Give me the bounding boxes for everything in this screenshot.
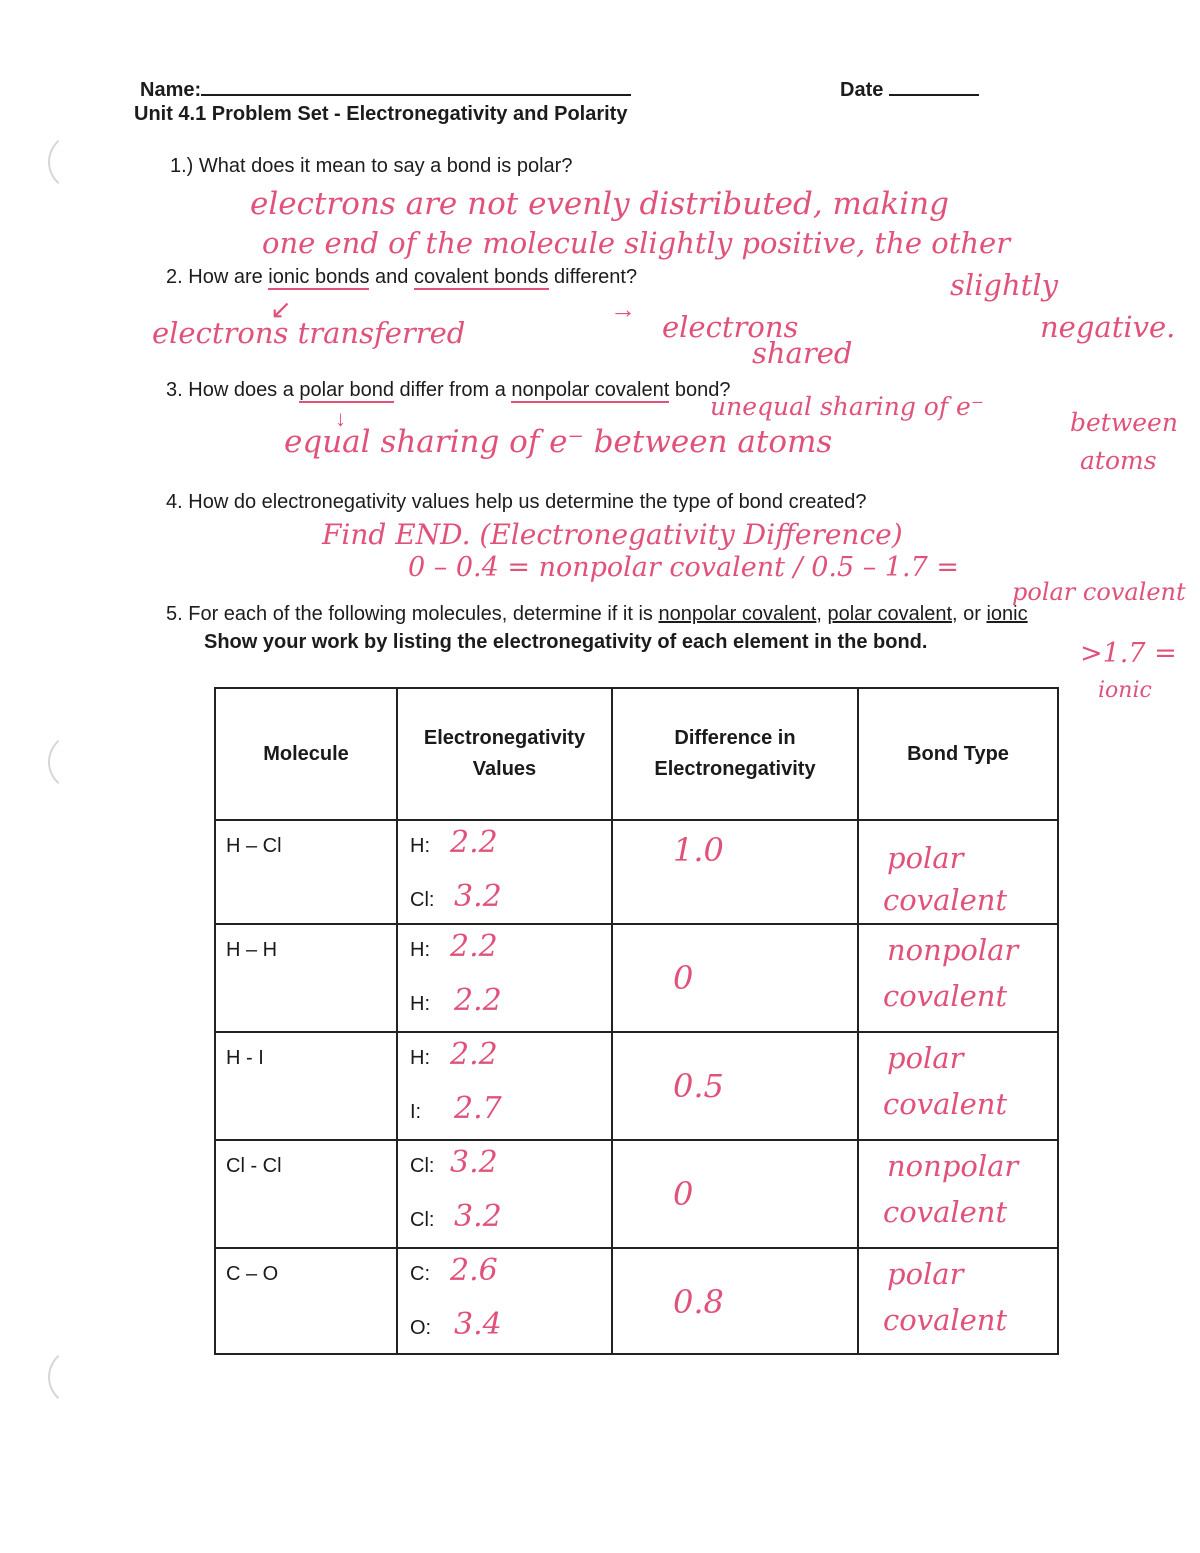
answer-3-left: equal sharing of e⁻ between atoms bbox=[284, 424, 833, 460]
question-3-text-post: bond? bbox=[669, 379, 731, 401]
question-5 bbox=[166, 603, 1028, 626]
answer-4-line-4: >1.7 = bbox=[1080, 638, 1177, 669]
header-line: Molecule bbox=[263, 742, 349, 765]
element-1-label: C: bbox=[410, 1263, 430, 1285]
arrow-down-icon: ↓ bbox=[335, 406, 346, 431]
question-3-text-pre: How does a bbox=[188, 379, 300, 401]
element-1-label: Cl: bbox=[410, 1155, 435, 1177]
header-bond-type bbox=[858, 688, 1058, 820]
molecule-cell bbox=[215, 1032, 397, 1140]
answer-4-line-2: 0 – 0.4 = nonpolar covalent / 0.5 – 1.7 = bbox=[408, 552, 959, 583]
values-cell bbox=[397, 820, 612, 924]
molecule-name: C – O bbox=[226, 1263, 279, 1285]
difference-value: 0 bbox=[673, 1175, 694, 1213]
bond-type-cell bbox=[858, 1140, 1058, 1248]
element-2-label: Cl: bbox=[410, 1209, 435, 1231]
table-row bbox=[215, 820, 1058, 924]
element-2-label: H: bbox=[410, 993, 430, 1015]
name-label: Name: bbox=[140, 79, 202, 101]
molecule-name: H - I bbox=[226, 1047, 264, 1069]
header-electronegativity-values bbox=[397, 688, 612, 820]
question-5-comma: , bbox=[816, 603, 828, 625]
electronegativity-table bbox=[214, 687, 1059, 1355]
answer-2-right-1: electrons bbox=[662, 310, 799, 344]
answer-1-line-1: electrons are not evenly distributed, making bbox=[250, 186, 949, 222]
name-field[interactable] bbox=[140, 74, 631, 102]
answer-3-right-3: atoms bbox=[1080, 446, 1157, 475]
bond-type-cell bbox=[858, 820, 1058, 924]
header-line: Electronegativity bbox=[654, 758, 816, 780]
question-4-text: How do electronegativity values help us determine the type of bond created? bbox=[188, 491, 867, 513]
question-5-or: , or bbox=[952, 603, 987, 625]
element-2-value: 3.2 bbox=[454, 879, 502, 914]
binder-hole-middle bbox=[48, 730, 120, 794]
question-3-polar: polar bond bbox=[299, 379, 394, 401]
bond-type-line-2: covalent bbox=[883, 1303, 1008, 1337]
question-3-number: 3. bbox=[166, 379, 183, 401]
difference-value: 1.0 bbox=[673, 831, 724, 869]
answer-1-line-3: slightly bbox=[950, 268, 1058, 302]
binder-hole-top bbox=[48, 130, 120, 194]
element-1-value: 2.2 bbox=[450, 825, 498, 860]
bond-type-line-2: covalent bbox=[883, 1087, 1008, 1121]
bond-type-cell bbox=[858, 1248, 1058, 1354]
difference-cell bbox=[612, 924, 858, 1032]
answer-4-line-3: polar covalent bbox=[1012, 578, 1186, 606]
bond-type-line-1: nonpolar bbox=[887, 1149, 1019, 1183]
question-2-text-pre: How are bbox=[188, 266, 269, 288]
bond-type-line-2: covalent bbox=[883, 883, 1008, 917]
date-field[interactable] bbox=[840, 76, 979, 102]
question-5-polar: polar covalent bbox=[827, 603, 953, 625]
question-3 bbox=[166, 379, 730, 402]
element-1-value: 3.2 bbox=[450, 1145, 498, 1180]
answer-2-left: electrons transferred bbox=[152, 316, 466, 350]
answer-1-line-4: negative. bbox=[1040, 310, 1176, 344]
answer-3-right-1: unequal sharing of e⁻ bbox=[710, 392, 985, 421]
question-5-number: 5. bbox=[166, 603, 183, 625]
header-line: Electronegativity bbox=[423, 727, 586, 749]
element-1-label: H: bbox=[410, 939, 430, 961]
header-line: Values bbox=[472, 758, 537, 780]
molecule-name: H – H bbox=[226, 939, 278, 961]
question-2-and: and bbox=[369, 266, 414, 288]
answer-4-line-5: ionic bbox=[1098, 678, 1152, 703]
bond-type-line-1: polar bbox=[887, 1257, 964, 1291]
table-row bbox=[215, 924, 1058, 1032]
question-5-instruction: Show your work by listing the electronegativity of each element in the bond. bbox=[204, 631, 928, 653]
question-2-text-post: different? bbox=[548, 266, 638, 288]
question-2-covalent: covalent bonds bbox=[413, 266, 549, 288]
element-2-value: 2.2 bbox=[454, 983, 502, 1018]
table-header-row bbox=[215, 688, 1058, 820]
bond-type-line-1: polar bbox=[887, 1041, 964, 1075]
table-row bbox=[215, 1140, 1058, 1248]
difference-value: 0.8 bbox=[673, 1283, 724, 1321]
question-4 bbox=[166, 491, 866, 514]
page-title: Unit 4.1 Problem Set - Electronegativity and Polarity bbox=[134, 103, 628, 125]
question-2-number: 2. bbox=[166, 266, 183, 288]
element-2-label: Cl: bbox=[410, 889, 435, 911]
question-5-nonpolar: nonpolar covalent bbox=[658, 603, 817, 625]
bond-type-line-1: polar bbox=[887, 841, 964, 875]
header-molecule bbox=[215, 688, 397, 820]
molecule-cell bbox=[215, 1248, 397, 1354]
question-2-ionic: ionic bonds bbox=[268, 266, 370, 288]
difference-cell bbox=[612, 1248, 858, 1354]
question-1-number: 1.) bbox=[170, 155, 194, 177]
answer-2-right-2: shared bbox=[752, 336, 853, 370]
arrow-left-icon: ↙ bbox=[270, 294, 292, 324]
answer-3-right-2: between bbox=[1070, 408, 1178, 437]
header-difference bbox=[612, 688, 858, 820]
difference-cell bbox=[612, 1140, 858, 1248]
question-3-nonpolar: nonpolar covalent bbox=[511, 379, 670, 401]
question-5-text-pre: For each of the following molecules, determine if it is bbox=[188, 603, 659, 625]
date-blank[interactable] bbox=[889, 76, 979, 96]
header-line: Bond Type bbox=[907, 742, 1009, 765]
element-1-label: H: bbox=[410, 1047, 430, 1069]
bond-type-line-1: nonpolar bbox=[887, 933, 1019, 967]
bond-type-line-2: covalent bbox=[883, 979, 1008, 1013]
values-cell bbox=[397, 1248, 612, 1354]
question-2 bbox=[166, 266, 637, 289]
molecule-name: H – Cl bbox=[226, 835, 282, 857]
header-line: Difference in bbox=[674, 727, 796, 749]
question-1 bbox=[170, 155, 572, 178]
molecule-cell bbox=[215, 820, 397, 924]
question-5-ionic: ionic bbox=[986, 603, 1028, 625]
values-cell bbox=[397, 1140, 612, 1248]
values-cell bbox=[397, 1032, 612, 1140]
element-2-value: 3.2 bbox=[454, 1199, 502, 1234]
molecule-cell bbox=[215, 1140, 397, 1248]
element-2-label: O: bbox=[410, 1317, 432, 1339]
name-blank[interactable] bbox=[201, 74, 631, 96]
difference-cell bbox=[612, 820, 858, 924]
question-4-number: 4. bbox=[166, 491, 183, 513]
difference-cell bbox=[612, 1032, 858, 1140]
molecule-name: Cl - Cl bbox=[226, 1155, 282, 1177]
molecule-cell bbox=[215, 924, 397, 1032]
element-1-value: 2.2 bbox=[450, 1037, 498, 1072]
values-cell bbox=[397, 924, 612, 1032]
element-2-value: 2.7 bbox=[454, 1091, 502, 1126]
element-2-value: 3.4 bbox=[454, 1307, 502, 1342]
element-1-value: 2.6 bbox=[450, 1253, 498, 1288]
element-1-label: H: bbox=[410, 835, 430, 857]
element-1-value: 2.2 bbox=[450, 929, 498, 964]
difference-value: 0.5 bbox=[673, 1067, 724, 1105]
table-row bbox=[215, 1248, 1058, 1354]
difference-value: 0 bbox=[673, 959, 694, 997]
bond-type-cell bbox=[858, 924, 1058, 1032]
answer-4-line-1: Find END. (Electronegativity Difference) bbox=[322, 518, 903, 551]
arrow-right-icon: → bbox=[610, 294, 636, 324]
question-1-text: What does it mean to say a bond is polar? bbox=[198, 155, 573, 177]
bond-type-cell bbox=[858, 1032, 1058, 1140]
binder-hole-bottom bbox=[48, 1345, 120, 1409]
answer-1-line-2: one end of the molecule slightly positive, the other bbox=[262, 226, 1011, 260]
date-label: Date bbox=[840, 79, 884, 101]
question-3-mid: differ from a bbox=[393, 379, 512, 401]
element-2-label: I: bbox=[410, 1101, 422, 1123]
bond-type-line-2: covalent bbox=[883, 1195, 1008, 1229]
table-row bbox=[215, 1032, 1058, 1140]
